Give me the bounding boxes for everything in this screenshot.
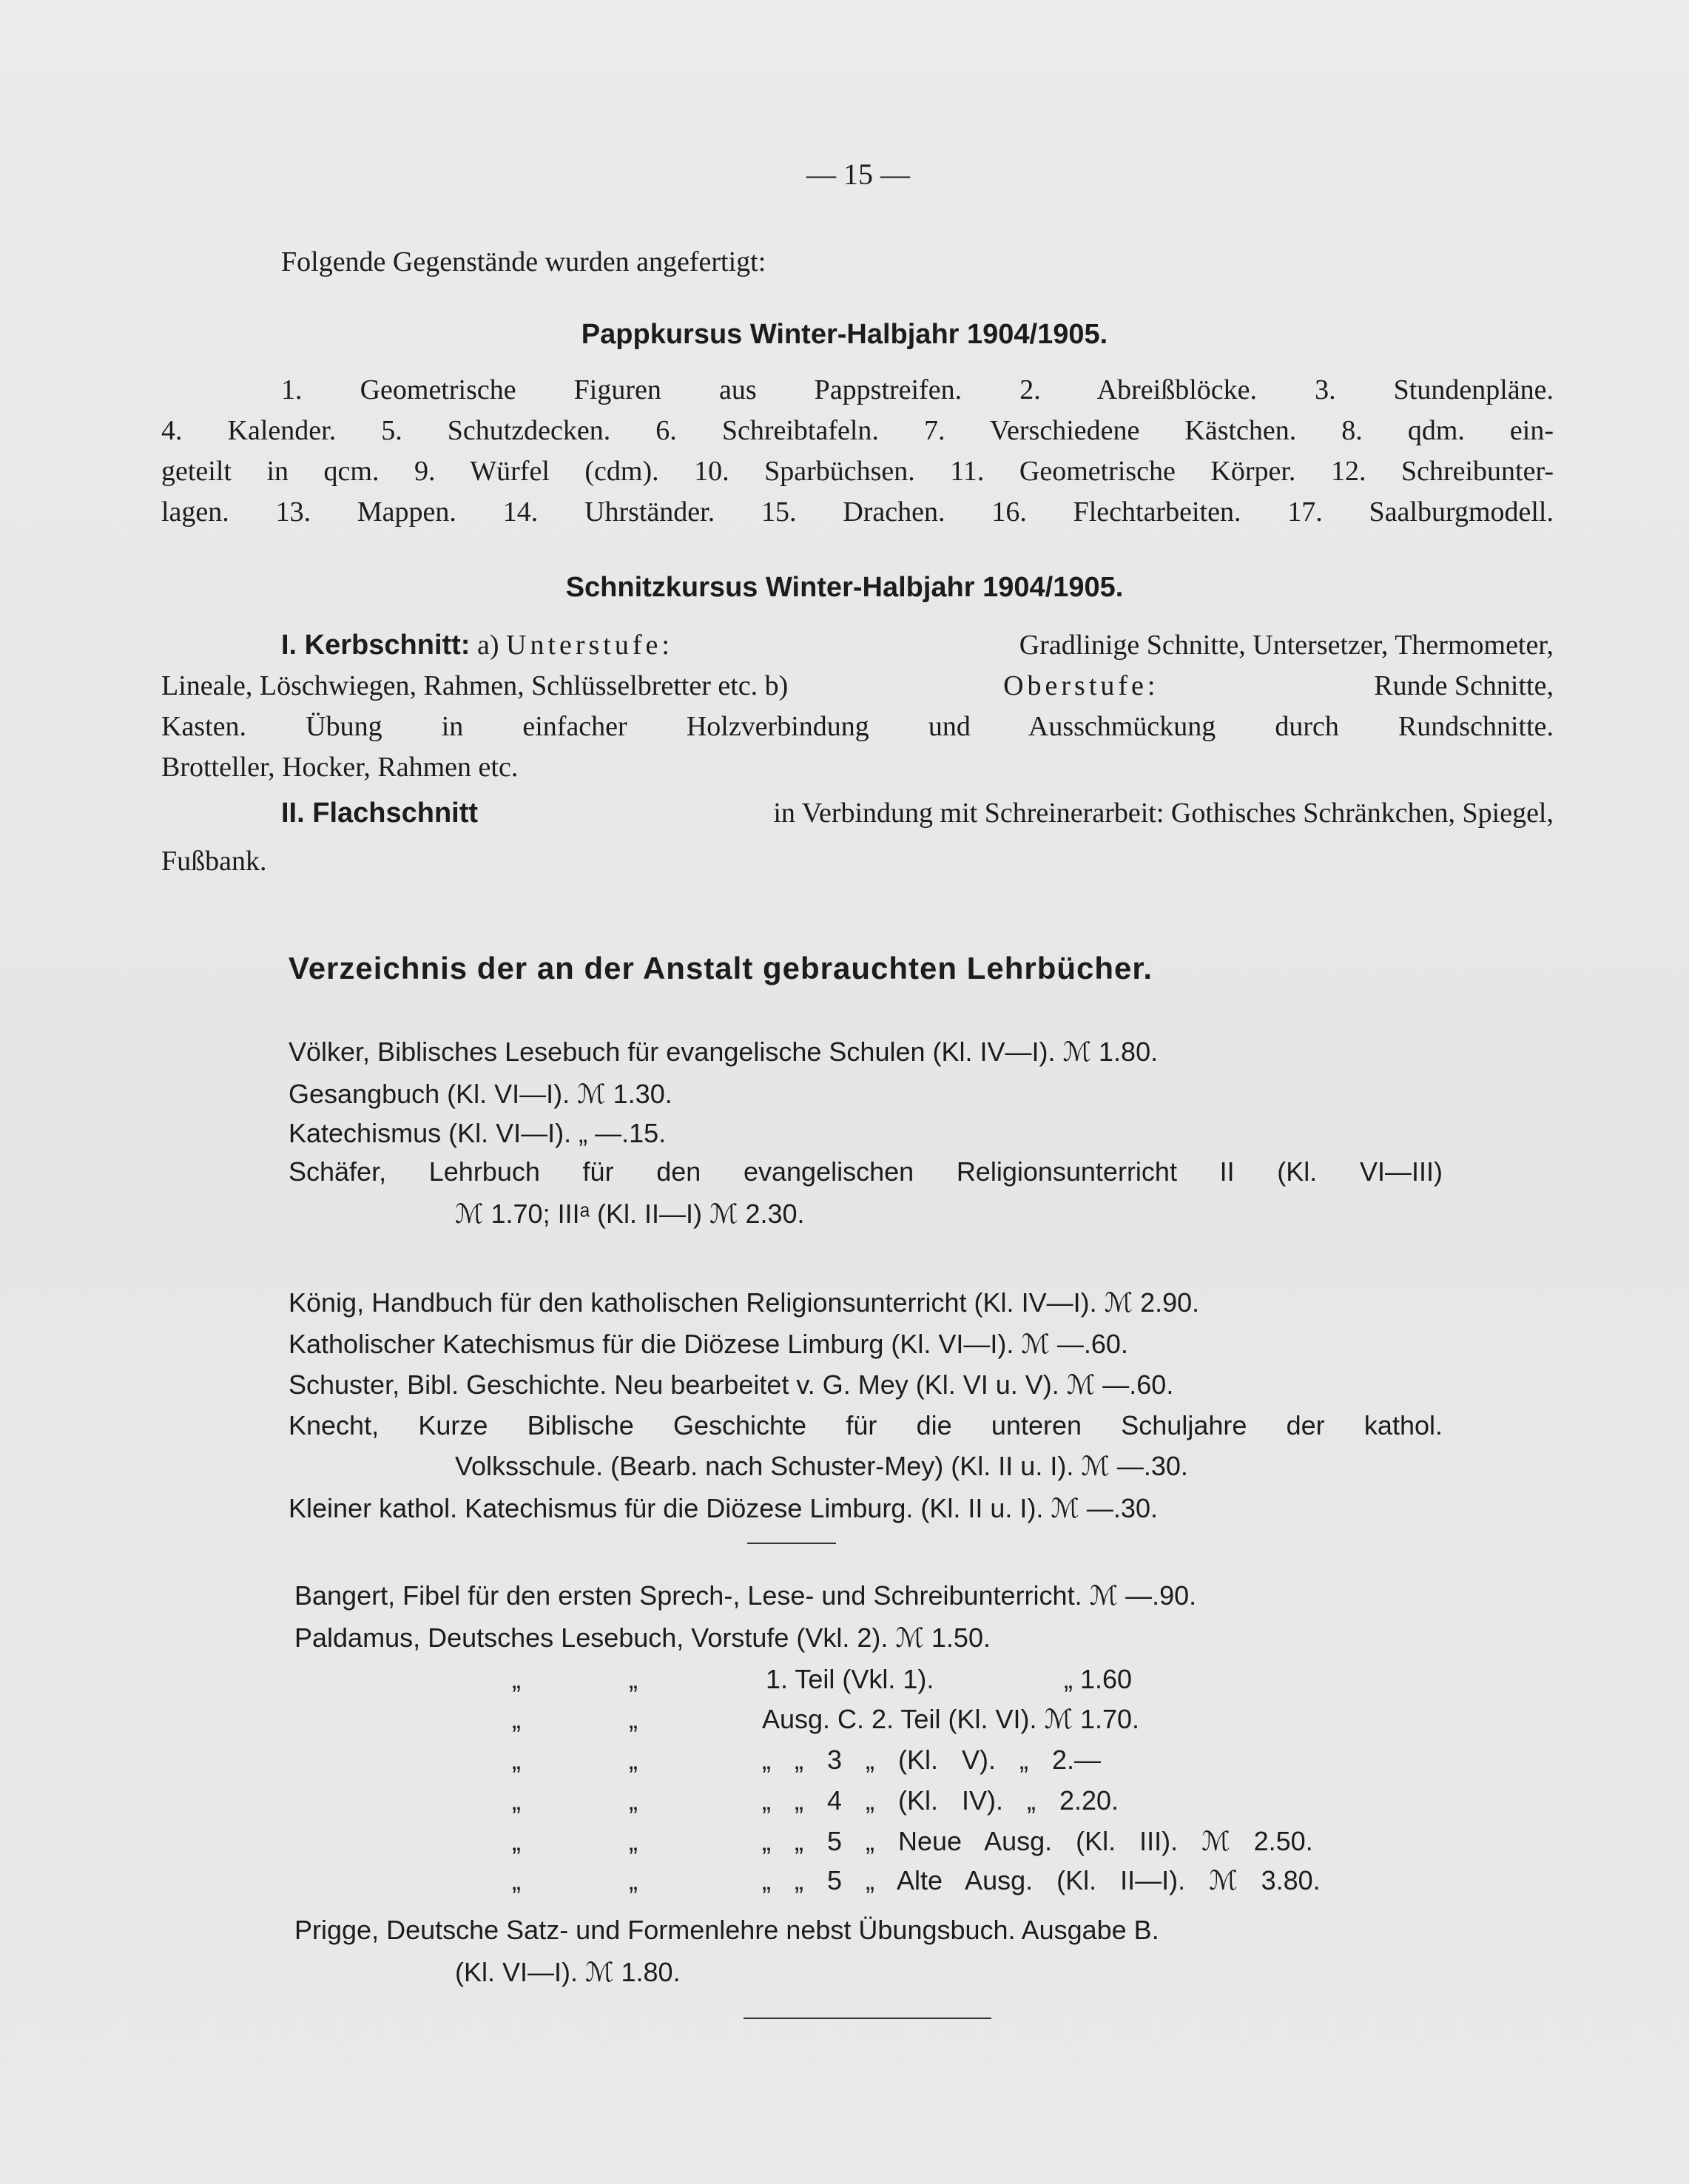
schnitzkursus-heading: Schnitzkursus Winter-Halbjahr 1904/1905. [565,572,1124,603]
pappkursus-line-2: 4. Kalender. 5. Schutzdecken. 6. Schreibtafeln. 7. Verschiedene Kästchen. 8. qdm. ein- [161,415,1554,446]
ditto-mark: „ [629,1745,638,1775]
book-entry-continued: Volksschule. (Bearb. nach Schuster-Mey) (Kl. II u. I). ℳ —.30. [455,1451,1188,1481]
ditto-mark: „ [512,1704,521,1734]
kerbschnitt-line-3: Kasten. Übung in einfacher Holzverbindung und Ausschmückung durch Rundschnitte. [161,711,1554,742]
lehrbuecher-heading: Verzeichnis der an der Anstalt gebrauchten Lehrbücher. [289,951,1153,985]
flachschnitt-line-2: Fußbank. [161,846,267,877]
ditto-mark: „ [629,1704,638,1734]
paldamus-row [0,1662,1689,1697]
divider-end [744,2018,991,2019]
ditto-mark: „ [629,1865,638,1895]
pappkursus-line-1: 1. Geometrische Figuren aus Pappstreifen. 2. Abreißblöcke. 3. Stundenpläne. [281,374,1554,405]
kerbschnitt-line-2 [161,668,1554,704]
pappkursus-line-3: geteilt in qcm. 9. Würfel (cdm). 10. Sparbüchsen. 11. Geometrische Körper. 12. Schreibunter- [161,456,1554,487]
kerbschnitt-line-4: Brotteller, Hocker, Rahmen etc. [161,752,519,783]
book-entry: Katholischer Katechismus für die Diözese Limburg (Kl. VI—I). ℳ —.60. [289,1329,1128,1359]
book-entry: Knecht, Kurze Biblische Geschichte für die unteren Schuljahre der kathol. [289,1410,1443,1440]
paldamus-part: „ „ 4 „ (Kl. IV). „ 2.20. [762,1785,1119,1816]
book-entry: Paldamus, Deutsches Lesebuch, Vorstufe (Vkl. 2). ℳ 1.50. [294,1622,991,1653]
paldamus-part: 1. Teil (Vkl. 1). [766,1664,934,1694]
ditto-mark: „ [629,1664,638,1694]
book-entry: Katechismus (Kl. VI—I). „ —.15. [289,1118,667,1148]
pappkursus-line-4: lagen. 13. Mappen. 14. Uhrständer. 15. Drachen. 16. Flechtarbeiten. 17. Saalburgmodell. [161,496,1554,528]
paldamus-row [0,1863,1689,1898]
ditto-mark: „ [512,1865,521,1895]
paldamus-part: „ „ 3 „ (Kl. V). „ 2.— [762,1745,1102,1775]
book-entry: Schuster, Bibl. Geschichte. Neu bearbeitet v. G. Mey (Kl. VI u. V). ℳ —.60. [289,1369,1174,1400]
paldamus-part: „ „ 5 „ Alte Ausg. (Kl. II—I). ℳ 3.80. [762,1865,1321,1895]
ditto-mark: „ [629,1826,638,1856]
paldamus-row [0,1702,1689,1737]
divider-short [747,1543,836,1544]
paldamus-price: „ 1.60 [1064,1664,1133,1694]
book-entry: Prigge, Deutsche Satz- und Formenlehre nebst Übungsbuch. Ausgabe B. [294,1915,1159,1945]
ditto-mark: „ [512,1664,521,1694]
book-entry-continued: (Kl. VI—I). ℳ 1.80. [455,1957,681,1987]
pappkursus-heading: Pappkursus Winter-Halbjahr 1904/1905. [581,319,1108,350]
ditto-mark: „ [512,1826,521,1856]
flachschnitt-line-1 [281,795,1554,831]
paldamus-part: „ „ 5 „ Neue Ausg. (Kl. III). ℳ 2.50. [762,1826,1313,1856]
kerb-line2-rest: Runde Schnitte, [1374,670,1554,701]
book-entry: König, Handbuch für den katholischen Religionsunterricht (Kl. IV—I). ℳ 2.90. [289,1287,1200,1318]
book-entry: Bangert, Fibel für den ersten Sprech-, Lese- und Schreibunterricht. ℳ —.90. [294,1580,1197,1611]
paldamus-part: Ausg. C. 2. Teil (Kl. VI). ℳ 1.70. [762,1704,1140,1734]
oberstufe-label: Oberstufe: [1003,670,1159,701]
book-entry: Gesangbuch (Kl. VI—I). ℳ 1.30. [289,1079,672,1109]
flachschnitt-label: II. Flachschnitt [281,798,479,829]
unterstufe-label: Unterstufe: [506,630,673,661]
book-entry-continued: ℳ 1.70; IIIᵃ (Kl. II—I) ℳ 2.30. [455,1199,805,1229]
kerb-line2-text: Lineale, Löschwiegen, Rahmen, Schlüsselbretter etc. b) [161,670,789,701]
kerb-a-marker: a) [476,630,499,661]
kerb-line1-text: Gradlinige Schnitte, Untersetzer, Thermometer, [1019,630,1554,661]
ditto-mark: „ [512,1745,521,1775]
kerbschnitt-label: I. Kerbschnitt: [281,630,471,661]
ditto-mark: „ [512,1785,521,1816]
book-entry: Schäfer, Lehrbuch für den evangelischen Religionsunterricht II (Kl. VI—III) [289,1156,1443,1187]
ditto-mark: „ [629,1785,638,1816]
paldamus-row [0,1742,1689,1778]
page-number: — 15 — [806,158,910,191]
paldamus-row [0,1824,1689,1859]
book-entry: Völker, Biblisches Lesebuch für evangelische Schulen (Kl. IV—I). ℳ 1.80. [289,1037,1159,1067]
book-entry: Kleiner kathol. Katechismus für die Diözese Limburg. (Kl. II u. I). ℳ —.30. [289,1493,1158,1523]
paldamus-row [0,1783,1689,1819]
intro-text: Folgende Gegenstände wurden angefertigt: [281,246,766,277]
kerbschnitt-line-1 [281,627,1554,663]
flachschnitt-text: in Verbindung mit Schreinerarbeit: Gothisches Schränkchen, Spiegel, [773,798,1554,829]
